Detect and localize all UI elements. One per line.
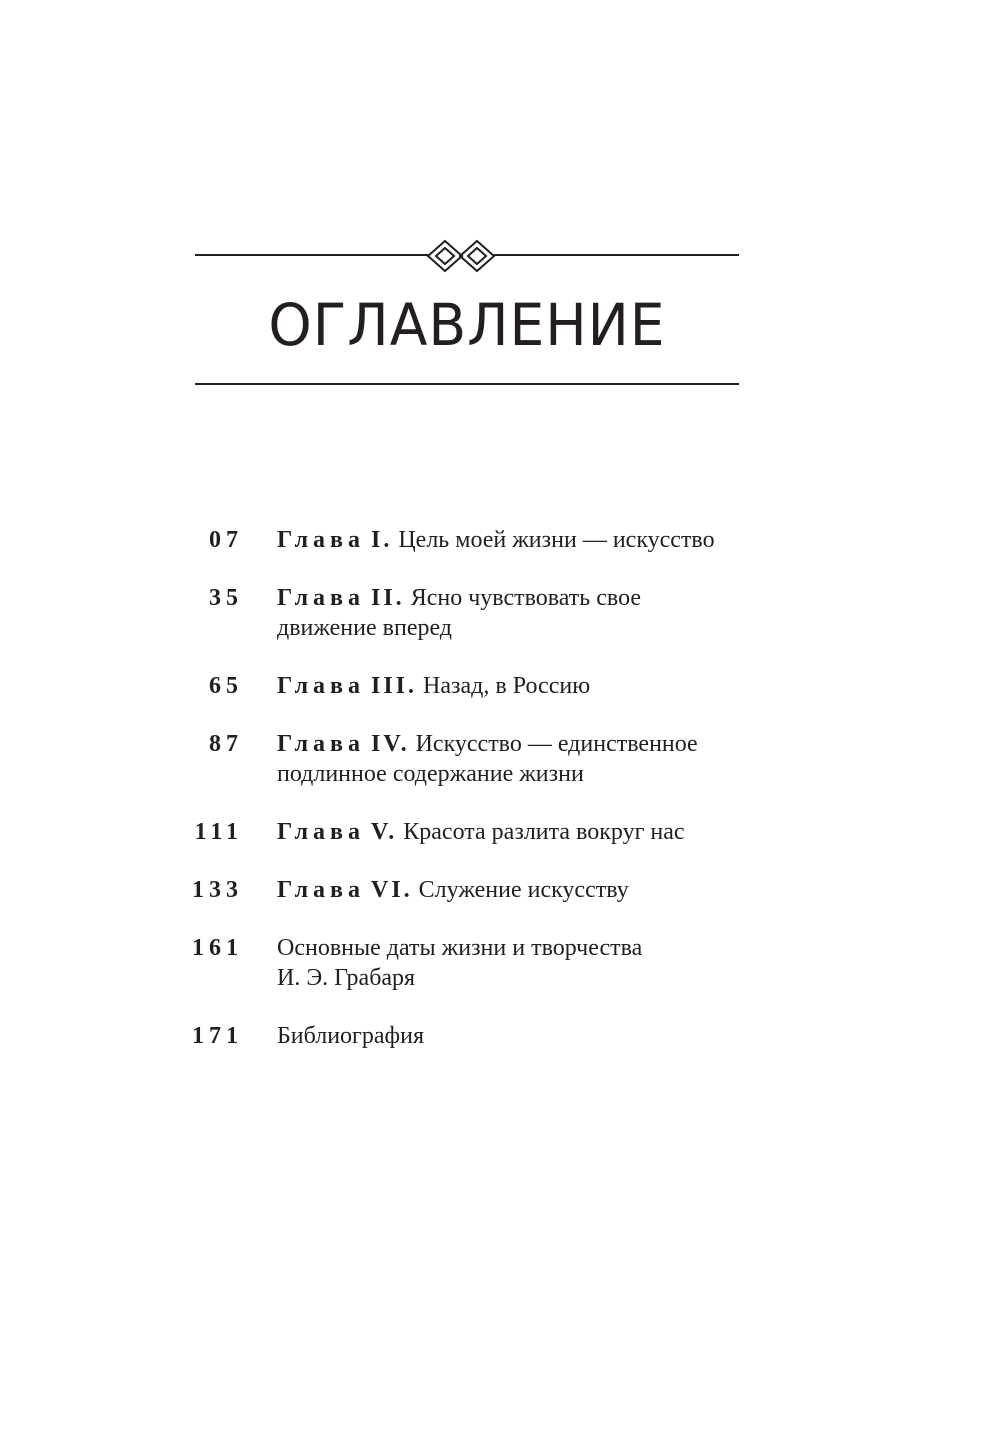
chapter-label: Глава (277, 585, 365, 611)
chapter-label: Глава (277, 819, 365, 845)
page-number: 65 (209, 673, 243, 699)
chapter-numeral: V. (371, 819, 398, 845)
toc-entry[interactable] (0, 583, 987, 671)
chapter-numeral: VI. (371, 877, 413, 903)
entry-text (277, 875, 767, 905)
toc-entry[interactable] (0, 933, 987, 1021)
page-number: 111 (194, 819, 243, 845)
page-number: 161 (192, 935, 243, 961)
page-number: 171 (192, 1023, 243, 1049)
page-number: 07 (209, 527, 243, 553)
chapter-title: Служение искусству (418, 877, 629, 903)
toc-entry[interactable] (0, 671, 987, 729)
entry-text (277, 1021, 767, 1051)
entry-text (277, 583, 697, 643)
chapter-label: Глава (277, 527, 365, 553)
table-of-contents (0, 525, 987, 1079)
page-number: 87 (209, 731, 243, 757)
page-number: 133 (192, 877, 243, 903)
toc-entry[interactable] (0, 875, 987, 933)
chapter-label: Глава (277, 673, 365, 699)
chapter-numeral: IV. (371, 731, 410, 757)
chapter-title: Ясно чувствовать свое движение вперед (277, 585, 642, 641)
toc-entry[interactable] (0, 729, 987, 817)
entry-text (277, 817, 767, 847)
chapter-title: Назад, в Россию (423, 673, 591, 699)
chapter-title: Цель моей жизни — искусство (398, 527, 715, 553)
top-rule-right (494, 254, 739, 256)
chapter-numeral: III. (371, 673, 418, 699)
toc-entry[interactable] (0, 817, 987, 875)
entry-text (277, 671, 767, 701)
chapter-numeral: I. (371, 527, 393, 553)
chapter-title: Искусство — единственное подлинное содержание жизни (277, 731, 698, 787)
entry-text (277, 525, 767, 555)
entry-title-line: Основные даты жизни и творчества (277, 935, 643, 961)
top-rule-left (195, 254, 428, 256)
bottom-rule (195, 383, 739, 385)
toc-entry[interactable] (0, 1021, 987, 1079)
entry-title: Библиография (277, 1023, 424, 1049)
chapter-label: Глава (277, 877, 365, 903)
chapter-title: Красота разлита вокруг нас (403, 819, 685, 845)
chapter-label: Глава (277, 731, 365, 757)
page-number: 35 (209, 585, 243, 611)
page-title: ОГЛАВЛЕНИЕ (268, 291, 666, 359)
entry-title-line: И. Э. Грабаря (277, 965, 416, 991)
double-diamond-ornament-icon (424, 236, 498, 276)
chapter-numeral: II. (371, 585, 405, 611)
toc-entry[interactable] (0, 525, 987, 583)
entry-text (277, 933, 767, 993)
entry-text (277, 729, 747, 789)
